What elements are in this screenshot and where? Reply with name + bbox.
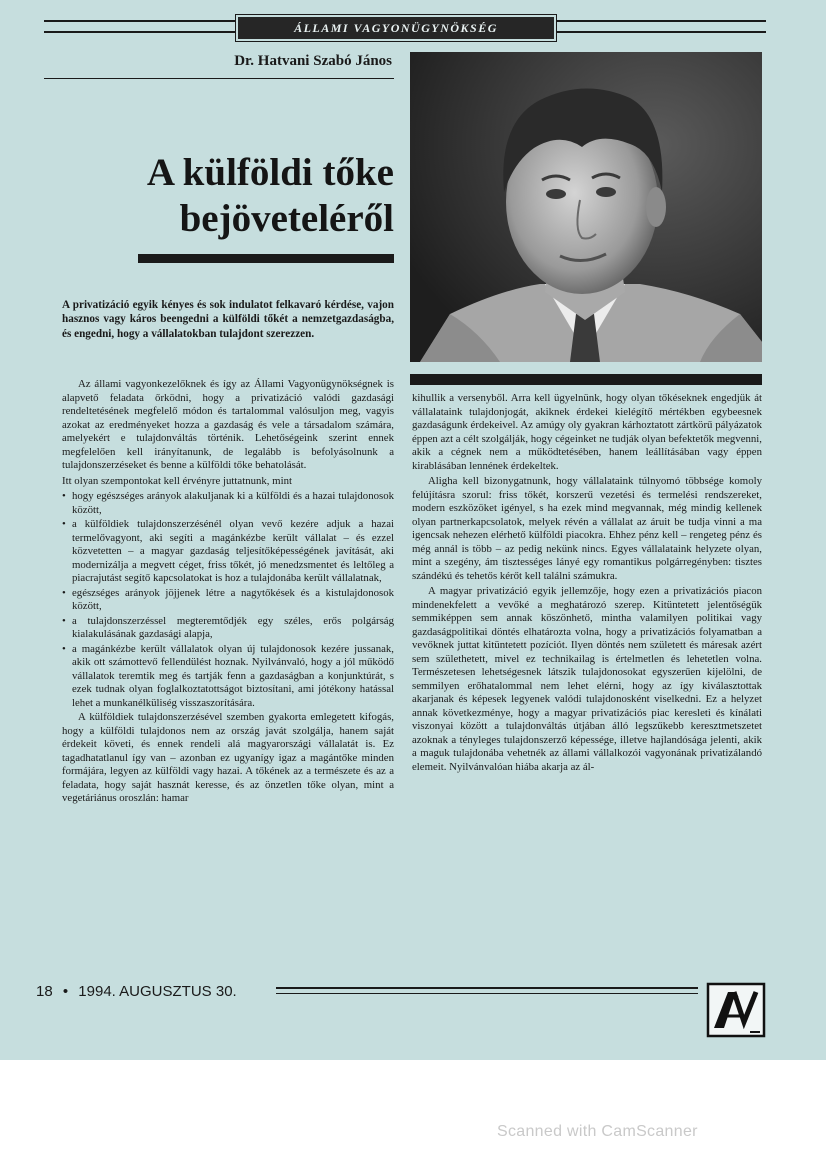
scanner-watermark: Scanned with CamScanner — [497, 1123, 698, 1140]
list-item: • a külföldiek tulajdonszerzésénél olyan vevő kezére adjuk a hazai termelővagyont, aki segíti a magánkézbe került vállalat – és ezzel közvetetten – a magyar gazdaság teljesítőképességének javítását, aki modernizálja a megvett céget, friss tőkét, jó menedzsmentet és leltőleg a piacrajutást segítő kapcsolatokat is hoz a tulajdonába került vállalatnak, — [62, 518, 394, 586]
paragraph: Aligha kell bizonygatnunk, hogy vállalataink túlnyomó többsége komoly felújításra szorul: friss tőkét, korszerű vezetési és termelési rendszereket, modern eszközöket igényel, s ha ezek mind megvannak, még mindig kellenek olyan partnerkapcsolatok, melyek révén a vállalat az áruit be tudja vinni a ma igencsak nehezen elérhető külföldi piacokra. Ehhez pénz kell – rengeteg pénz és még annál is több – az pedig nekünk nincs. Egyes vállalataink helyzete olyan, mint a szegény, ám tisztességes lányé egy romantikus polgárregényben: tisztes szándékú és tehetős kérőt kell találni számukra. — [412, 475, 762, 582]
portrait-illustration — [410, 52, 762, 362]
paragraph: Az állami vagyonkezelőknek és így az Állami Vagyonügynökségnek is alapvető feladata őrködni, hogy a privatizáció valódi gazdasági rendeltetésének megfelelő módon és tartalommal valósuljon meg, vagyis azokat az eredményeket hozza a gazdaság és vele a társadalom számára, amelyekért e tulajdonváltás történik. Lehetőségeink szerint ennek megfelelően kell irányítanunk, de legalább is befolyásolnunk a tulajdonszerzéseket és benne a külföldi tőke behatolását. — [62, 378, 394, 471]
title-line-2: bejöveteléről — [179, 197, 394, 240]
footer-rule — [276, 987, 698, 989]
bullet-list — [62, 490, 394, 710]
list-item: • a magánkézbe került vállalatok olyan új tulajdonosok kezére jussanak, akik ott számottevő fellendülést hoznak. Nyilvánvaló, hogy a jól működő vállalatok teremtik meg és tartják fenn a gazdaságban a konjunktúrát, s ezek tudnak olyan foglalkoztatottságot biztosítani, ami jótékony hatással lehet a munkanélküliség visszaszorítására. — [62, 643, 394, 711]
article-title — [60, 150, 394, 242]
bullet-dot: • — [62, 983, 69, 1000]
paragraph: A magyar privatizáció egyik jellemzője, hogy ezen a privatizációs piacon mindenekfelett a vevőké a meghatározó szerep. Kitüntetett jelentőségük semmiképpen sem annak köszönhető, mintha valamilyen politikai vagy gazdaságpolitikai döntés elhatározta volna, hogy a privatizációs folyamatban a vevőknek juttat kitüntetett pozíciót. Ilyen döntés nem született és máresak azért sem születhetett, mivel ez technikailag is értelmetlen és lehetetlen volna. Természetesen lehetségesnek látszik tulajdonosokat egyszerűen kijelölni, de semmilyen erőhatalommal nem lehet elérni, hogy az így kiválasztottak akarjanak és képesek legyenek valódi tulajdonosként viselkedni. Ez a helyzet annak következménye, hogy a magyar privatizációs piac keresleti és kínálati viszonyai között a tulajdonváltás útjában álló legszűkebb keresztmetszetet azoknak a tényleges tulajdonszerző képessége, illetve hajlandósága jelenti, akik a maguk tulajdonába vehetnék az állami vállalkozói vagyonának privatizálandó elemeit. Nyilvánvalóan hiába akarja az ál- — [412, 585, 762, 773]
author-rule — [44, 78, 394, 79]
paragraph: kihullik a versenyből. Arra kell ügyelnünk, hogy olyan tőkéseknek engedjük át vállalataink tulajdonjogát, akiknek érdekei kielégítő mértékben egybeesnek gazdaságunk érdekeivel. Az amúgy oly gyakran kárhoztatott zártkörű pályázatok éppen azt a célt szolgálják, hogy cégeinket ne tudják olyan befektetők megvenni, akik a cégnek nem a működtetésében, hanem leállításában vagy éppen kirablásában lennének érdekeltek. — [412, 392, 762, 472]
author-name: Dr. Hatvani Szabó János — [234, 53, 392, 69]
page-number: 18 — [36, 983, 53, 1000]
avu-logo — [706, 982, 766, 1038]
list-item: • a tulajdonszerzéssel megteremtődjék egy széles, erős polgárság kialakulásának gazdasági alapja, — [62, 615, 394, 642]
section-header: ÁLLAMI VAGYONÜGYNÖKSÉG — [236, 15, 556, 41]
photo-bar — [410, 374, 762, 385]
issue-date: 1994. AUGUSZTUS 30. — [78, 983, 237, 1000]
list-item: • hogy egészséges arányok alakuljanak ki a külföldi és a hazai tulajdonosok között, — [62, 490, 394, 517]
title-line-1: A külföldi tőke — [146, 151, 394, 194]
author-photo — [410, 52, 762, 362]
logo-mark — [706, 982, 766, 1038]
footer-rule-thin — [276, 993, 698, 994]
paragraph: Itt olyan szempontokat kell érvényre juttatnunk, mint — [62, 474, 292, 487]
list-item: • egészséges arányok jöjjenek létre a nagytőkések és a kistulajdonosok között, — [62, 587, 394, 614]
body-column-right — [412, 392, 762, 776]
article-lead: A privatizáció egyik kényes és sok indulatot felkavaró kérdése, vajon hasznos vagy káros beengedni a külföldi tőkét a nemzetgazdaságba, és engedni, hogy a vállalatokban tulajdont szerezzen. — [62, 299, 394, 340]
title-bar — [138, 254, 394, 263]
page-footer — [36, 983, 237, 1000]
paragraph: A külföldiek tulajdonszerzésével szemben gyakorta emlegetett kifogás, hogy a külföldi tulajdonos nem az ország javát szolgálja, hanem saját érdekeit követi, és ennek rendeli alá magyarországi vállalatát is. Ez tagadhatatlanul így van – azonban ez ugyanígy igaz a magántőke minden formájára, legyen az külföldi vagy hazai. A tőkének az a természete és az a feladata, hogy saját hasznát keresse, és az önzetlen tőke olyan, mint a vegetáriánus oroszlán: hamar — [62, 711, 394, 804]
body-column-left — [62, 378, 394, 808]
